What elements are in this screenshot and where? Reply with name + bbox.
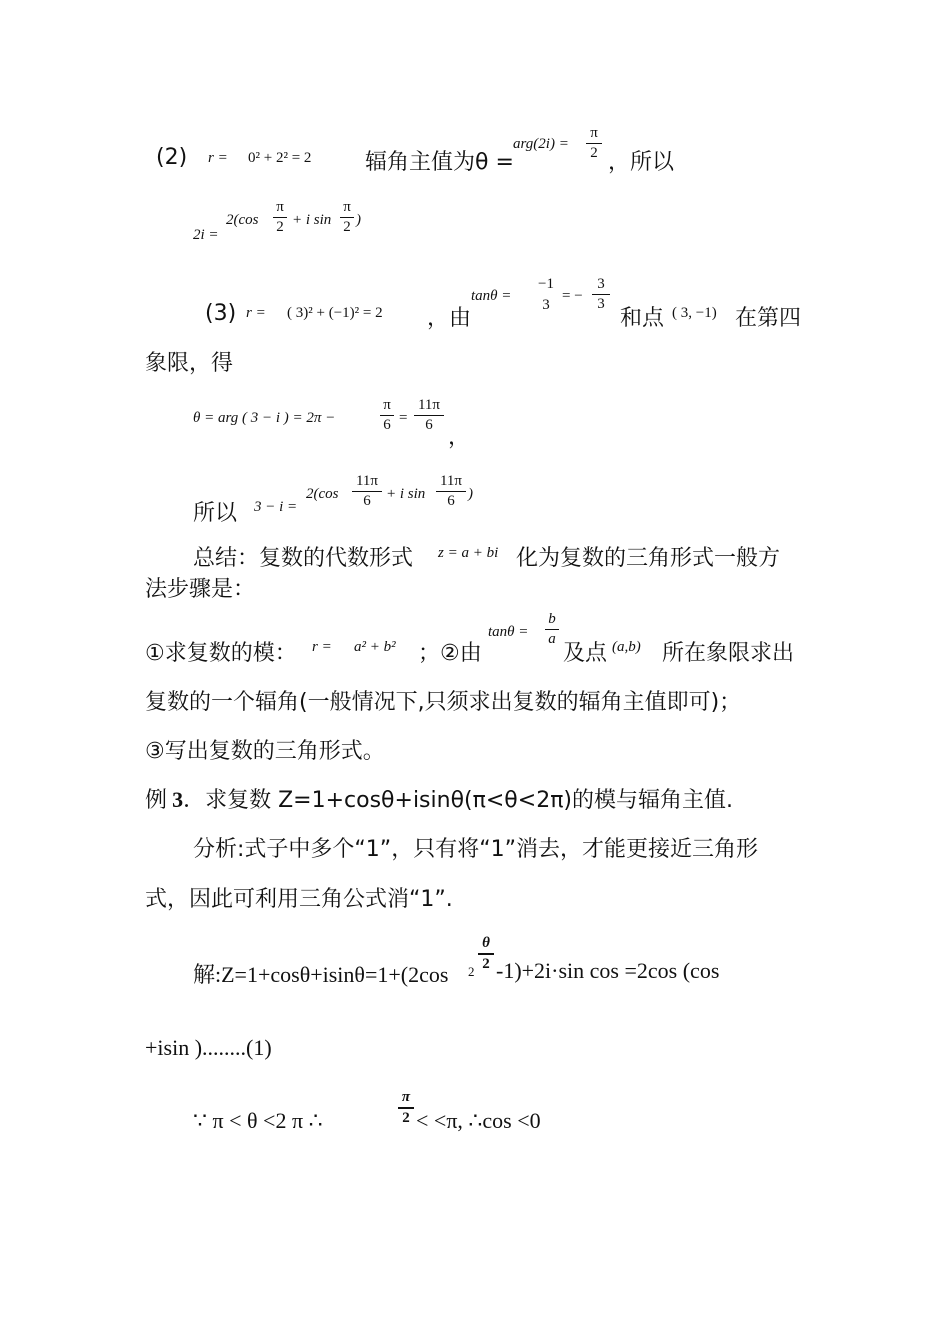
modulus-expr: ( 3)² + (−1)² = 2	[287, 305, 383, 321]
line-1	[156, 145, 187, 170]
theta-arg-expr: θ = arg ( 3 − i ) = 2π −	[193, 410, 336, 426]
lhs-2i: 2i =	[193, 227, 219, 243]
algebraic-form: z = a + bi	[438, 545, 499, 561]
suoyi-text: 所以	[193, 501, 238, 526]
example-number: 3	[172, 787, 184, 812]
equals-minus: = −	[562, 288, 583, 304]
tan-expr: tanθ =	[488, 624, 529, 640]
pi-over-2-fraction: π 2	[340, 200, 354, 235]
r-symbol: r =	[208, 150, 228, 166]
analysis-text-cont: 式，因此可利用三角公式消“1”.	[145, 887, 453, 912]
trig-close: )	[356, 212, 361, 228]
trig-isin: + i sin	[386, 486, 426, 502]
example-label: 例	[145, 788, 168, 813]
summary-text: 总结：复数的代数形式	[193, 546, 414, 571]
step-3-text: ③写出复数的三角形式。	[145, 739, 385, 764]
r-symbol: r =	[246, 305, 266, 321]
trig-close: )	[468, 486, 473, 502]
theta-over-2-fraction: θ 2	[478, 936, 494, 972]
example-text: ．求复数 Z=1+cosθ+isinθ(π<θ<2π)的模与辐角主值.	[183, 788, 734, 813]
lhs-expr: 3 − i =	[254, 499, 298, 515]
point-ab: (a,b)	[612, 639, 641, 655]
hedian-text: 和点	[620, 306, 665, 331]
trig-cos: 2(cos	[226, 212, 259, 228]
point-coords: ( 3, −1)	[672, 305, 717, 321]
pi-over-2-fraction: π 2	[398, 1090, 414, 1126]
step-1-text: ①求复数的模：	[145, 641, 297, 666]
quadrant-find-text: 所在象限求出	[662, 641, 795, 666]
item-index-2: (2)	[156, 145, 188, 170]
solution-text: 解:Z=1+cosθ+isinθ=1+(2cos	[193, 962, 449, 987]
tan-fraction: −1 3	[538, 276, 554, 313]
quadrant-text-cont: 象限，得	[145, 351, 234, 376]
arg-expr: arg(2i) =	[513, 136, 569, 152]
sqrt3-over-3-fraction: 3 3	[592, 277, 610, 312]
modulus-expr: 0² + 2² = 2	[248, 150, 312, 166]
eleven-pi-over-6-fraction: 11π 6	[352, 474, 382, 509]
eleven-pi-over-6-fraction: 11π 6	[436, 474, 466, 509]
r-symbol: r =	[312, 639, 332, 655]
pi-over-2-fraction: π 2	[586, 126, 602, 161]
jidian-text: 及点	[563, 641, 608, 666]
suoyi-text: ，所以	[608, 150, 675, 175]
tan-expr: tanθ =	[471, 288, 512, 304]
example-3-line	[145, 783, 733, 814]
comma: ，	[448, 425, 471, 450]
argument-text: 复数的一个辐角(一般情况下,只须求出复数的辐角主值即可)；	[145, 690, 742, 715]
arg-text: 辐角主值为θ =	[365, 150, 514, 175]
steps-text: 法步骤是：	[145, 577, 256, 602]
solution-text-tail: -1)+2i·sin cos =2cos (cos	[496, 958, 720, 983]
pi-over-2-fraction: π 2	[273, 200, 287, 235]
trig-isin: + i sin	[292, 212, 332, 228]
square-superscript: 2	[468, 964, 475, 979]
summary-text-tail: 化为复数的三角形式一般方	[516, 546, 781, 571]
because-text: ∵ π < θ <2 π ∴	[193, 1108, 323, 1133]
you-text: ，由	[427, 306, 472, 331]
equals-sign: =	[399, 410, 408, 426]
modulus-sqrt: a² + b²	[354, 639, 396, 655]
pi-over-6-fraction: π 6	[380, 398, 394, 433]
eleven-pi-over-6-fraction: 11π 6	[414, 398, 444, 433]
item-index-3: (3)	[205, 301, 237, 326]
b-over-a-fraction: b a	[545, 612, 559, 647]
quadrant-text: 在第四	[735, 306, 802, 331]
trig-cos: 2(cos	[306, 486, 339, 502]
analysis-text: 分析:式子中多个“1”，只有将“1”消去，才能更接近三角形	[193, 837, 758, 862]
step-2-text: ；②由	[418, 641, 482, 666]
inequality-text: < <π, ∴cos <0	[416, 1108, 541, 1133]
solution-text-cont: +isin )........(1)	[145, 1035, 272, 1060]
